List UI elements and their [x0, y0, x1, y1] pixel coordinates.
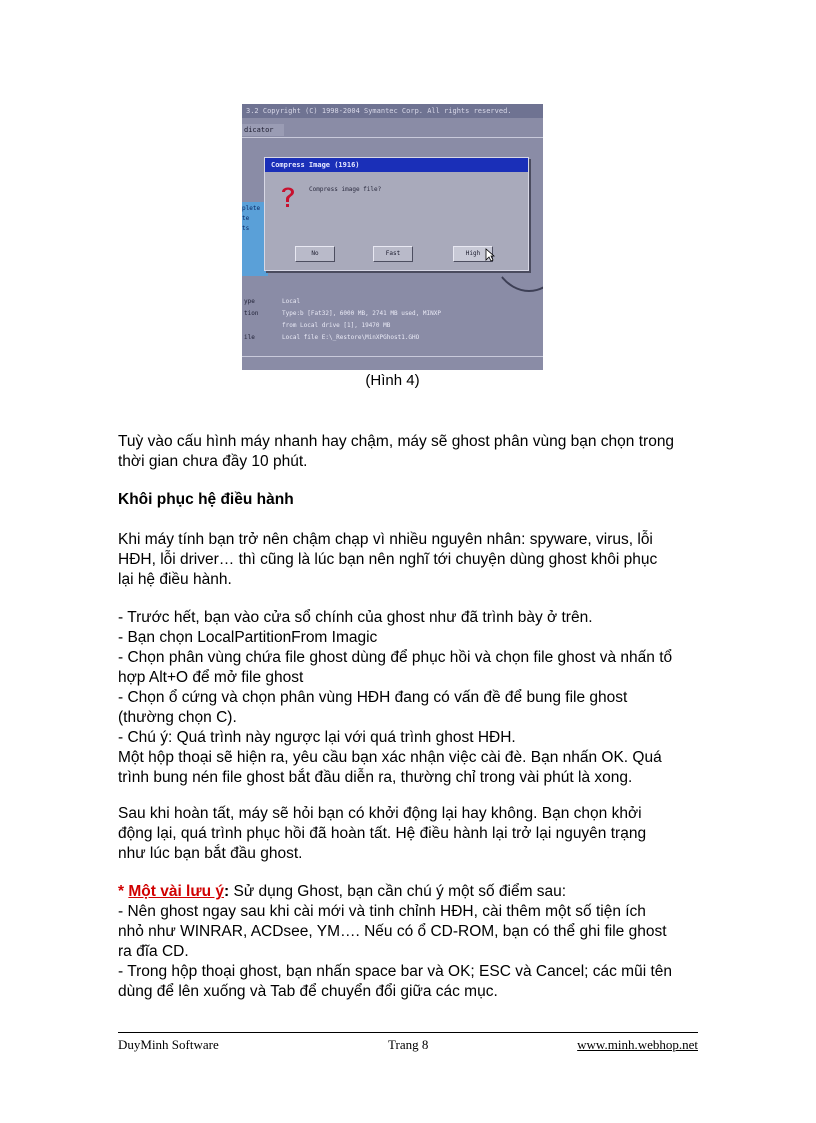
notes-heading-line: [118, 882, 698, 902]
notes-colon: :: [224, 883, 230, 900]
notes-title: Một vài lưu ý: [128, 883, 224, 900]
ghost-indicator-tab: dicator: [242, 124, 284, 136]
info-row: tion Type:b [Fat32], 6000 MB, 2741 MB used, MINXP: [244, 310, 441, 317]
ghost-screenshot-figure: [242, 104, 543, 370]
ghost-bottom-divider: [242, 356, 543, 357]
footer-website-link[interactable]: www.minh.webhop.net: [577, 1037, 698, 1052]
footer-page-number: Trang 8: [388, 1037, 429, 1052]
high-button[interactable]: High: [453, 246, 493, 262]
completion-paragraph: Sau khi hoàn tất, máy sẽ hỏi bạn có khởi động lại hay không. Bạn chọn khởi động lại, quá trình phục hồi đã hoàn tất. Hệ điều hành lại trở lại nguyên trạng như lúc bạn bắt đầu ghost.: [118, 805, 647, 862]
note-star: *: [118, 883, 125, 900]
restore-steps: - Trước hết, bạn vào cửa sổ chính của ghost như đã trình bày ở trên. - Bạn chọn LocalPartitionFrom Imagic - Chọn phân vùng chứa file ghost dùng để phục hồi và chọn file ghost và nhấn tổ hợp Alt+O để mở file ghost - Chọn ổ cứng và chọn phân vùng HĐH đang có vấn đề để bung file ghost (thường chọn C). - Chú ý: Quá trình này ngược lại với quá trình ghost HĐH. Một hộp thoại sẽ hiện ra, yêu cầu bạn xác nhận việc cài đè. Bạn nhấn OK. Quá trình bung nén file ghost bắt đầu diễn ra, thường chỉ trong vài phút là xong.: [118, 609, 673, 786]
footer-author: DuyMinh Software: [118, 1037, 219, 1052]
restore-intro-paragraph: Khi máy tính bạn trở nên chậm chạp vì nhiều nguyên nhân: spyware, virus, lỗi HĐH, lỗi driver… thì cũng là lúc bạn nên nghĩ tới chuyện dùng ghost khôi phục lại hệ điều hành.: [118, 531, 658, 588]
footer-rule: [118, 1032, 698, 1033]
no-button[interactable]: No: [295, 246, 335, 262]
dialog-message: Compress image file?: [309, 186, 382, 193]
fast-button[interactable]: Fast: [373, 246, 413, 262]
ghost-divider: [242, 137, 543, 138]
mouse-cursor-icon: [485, 248, 495, 262]
notes-section: * Một vài lưu ý: Sử dụng Ghost, bạn cần chú ý một số điểm sau: - Nên ghost ngay sau khi cài mới và tinh chỉnh HĐH, cài thêm một số tiện ích nhỏ như WINRAR, ACDsee, YM…. Nếu có ổ CD-ROM, bạn có thể ghi file ghost ra đĩa CD. - Trong hộp thoại ghost, bạn nhấn space bar và OK; ESC và Cancel; các mũi tên dùng để lên xuống và Tab để chuyển đổi giữa các mục.: [118, 882, 698, 1002]
ghost-titlebar: 3.2 Copyright (C) 1998-2004 Symantec Corp. All rights reserved.: [242, 104, 543, 118]
info-row: from Local drive [1], 19470 MB: [282, 322, 391, 329]
section-heading: Khôi phục hệ điều hành: [118, 491, 294, 508]
ghost-info-panel: [242, 296, 543, 344]
question-icon: [279, 184, 297, 210]
notes-intro: Sử dụng Ghost, bạn cần chú ý một số điểm sau:: [229, 883, 567, 900]
info-row: ype Local: [244, 298, 301, 305]
dialog-title: Compress Image (1916): [265, 158, 528, 172]
figure-caption: (Hình 4): [365, 372, 420, 389]
info-row: ile Local file E:\_Restore\MinXPGhost1.GHO: [244, 334, 420, 341]
ghost-progress-label: plete te ts: [242, 205, 261, 232]
intro-paragraph: Tuỳ vào cấu hình máy nhanh hay chậm, máy sẽ ghost phân vùng bạn chọn trong thời gian chưa đầy 10 phút.: [118, 433, 675, 470]
